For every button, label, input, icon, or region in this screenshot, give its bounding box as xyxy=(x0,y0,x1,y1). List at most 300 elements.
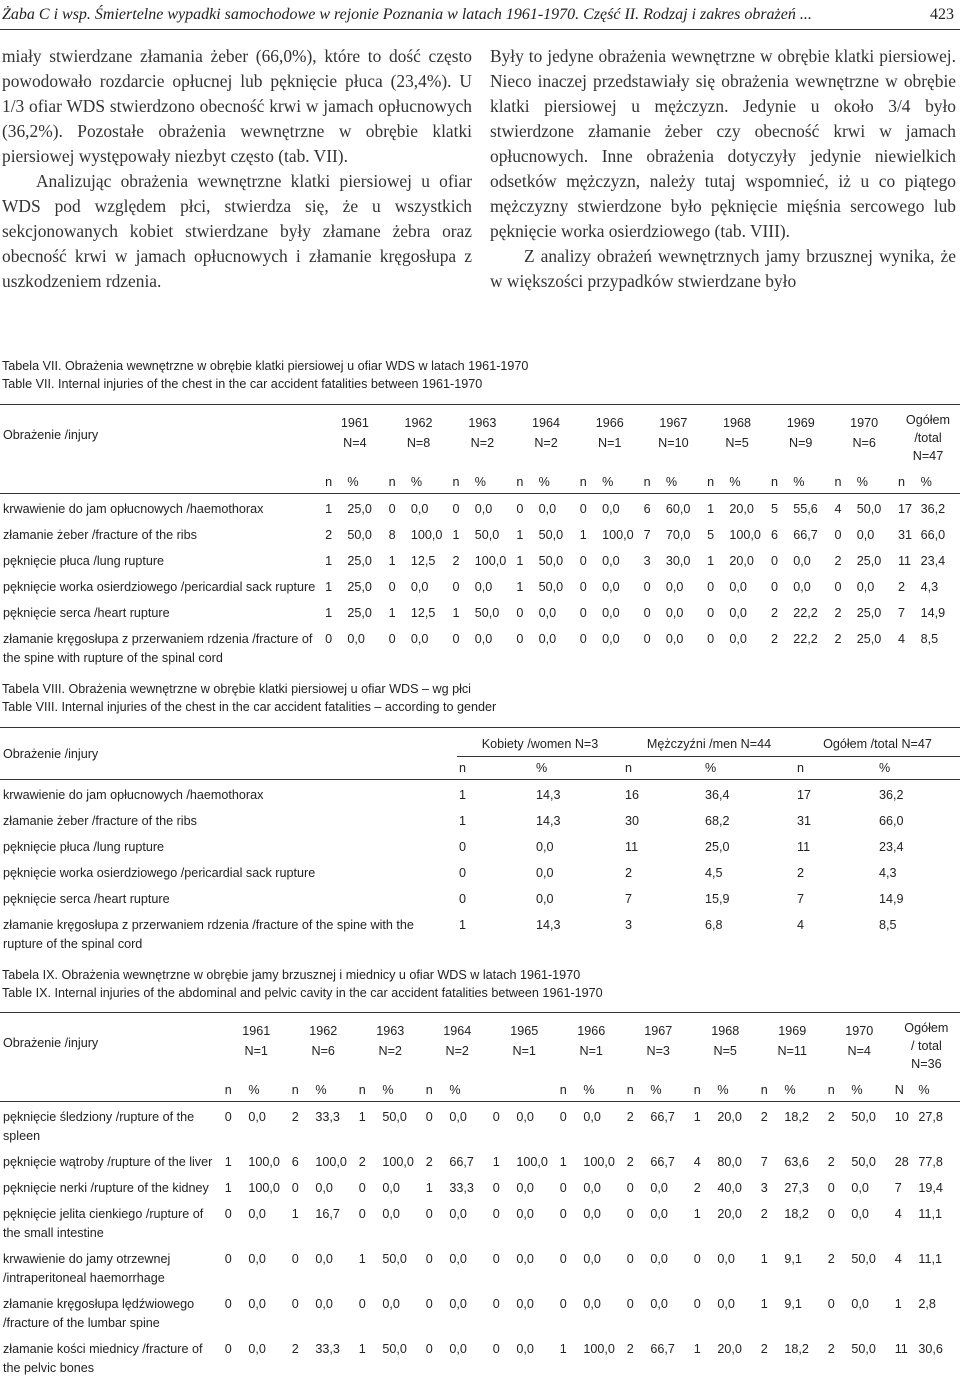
value-cell: 18,2 xyxy=(784,1110,809,1124)
value-cell: 0 xyxy=(579,554,587,568)
value-cell: 6,8 xyxy=(705,918,723,932)
value-cell: 40,0 xyxy=(717,1181,742,1195)
value-cell: 0 xyxy=(224,1207,232,1221)
value-cell: 0 xyxy=(516,632,524,646)
row-label: pęknięcie płuca /lung rupture xyxy=(3,554,165,568)
value-cell: 0,0 xyxy=(248,1252,266,1266)
value-cell: 1 xyxy=(559,1155,567,1169)
value-cell: 2 xyxy=(291,1342,299,1356)
value-cell: 0 xyxy=(425,1297,433,1311)
subheader-cell: % xyxy=(727,465,769,494)
year-count: N=1 xyxy=(244,1044,268,1058)
value-cell: 0,0 xyxy=(729,606,747,620)
year-header xyxy=(705,405,769,465)
value-cell: 0,0 xyxy=(729,580,747,594)
running-header xyxy=(0,4,960,28)
value-cell: 11 xyxy=(625,840,639,854)
value-cell: 20,0 xyxy=(717,1342,742,1356)
year-label: 1968 xyxy=(711,1024,740,1038)
value-cell: 8,5 xyxy=(879,918,897,932)
value-cell: 0 xyxy=(358,1207,366,1221)
value-cell: 1 xyxy=(894,1297,902,1311)
subheader-cell: % xyxy=(473,465,515,494)
value-cell: 100,0 xyxy=(315,1155,347,1169)
value-cell: 14,9 xyxy=(879,892,904,906)
value-cell: 0 xyxy=(492,1207,500,1221)
subheader-cell: % xyxy=(380,1073,423,1102)
table-row xyxy=(0,626,960,671)
value-cell: 4 xyxy=(894,1252,902,1266)
subheader-cell: % xyxy=(791,465,832,494)
subheader-cell: N xyxy=(893,1073,917,1102)
year-label: 1962 xyxy=(404,416,433,430)
value-cell: 0 xyxy=(770,554,778,568)
table7-caption xyxy=(2,357,528,393)
value-cell: 0 xyxy=(325,632,333,646)
subheader-cell: n xyxy=(290,1073,314,1102)
value-cell: 0,0 xyxy=(583,1207,601,1221)
row-label: pęknięcie nerki /rupture of the kidney xyxy=(3,1181,209,1195)
value-cell: 7 xyxy=(643,528,651,542)
value-cell: 11,1 xyxy=(918,1252,942,1266)
year-header xyxy=(323,405,386,465)
year-label: 1964 xyxy=(532,416,561,430)
body-paragraph: Były to jedyne obrażenia wewnętrzne w obrębie klatki piersiowej. Nieco inaczej przedstawiały się obrażenia wewnętrzne w obrębie klatki piersiowej u mężczyzn. Jedynie u około 3/4 było stwierdzone złamanie żeber czy obecność krwi w jamach opłucnowych. Inne obrażenia dotyczyły jedynie niewielkich odsetków mężczyzn, należy tutaj wspomnieć, iż u co piątego mężczyzny stwierdzone było pęknięcie mięśnia sercowego lub pęknięcie worka osierdziowego (tab. VIII). xyxy=(490,46,956,241)
year-header xyxy=(642,405,705,465)
row-label: pęknięcie worka osierdziowego /pericardial sack rupture xyxy=(3,580,316,594)
value-cell: 33,3 xyxy=(315,1110,340,1124)
total-header-line: /total xyxy=(914,431,942,445)
value-cell: 28 xyxy=(894,1155,909,1169)
year-header xyxy=(558,1013,625,1073)
value-cell: 0 xyxy=(452,632,460,646)
year-label: 1969 xyxy=(786,416,815,430)
value-cell: 1 xyxy=(358,1342,366,1356)
group-header: Kobiety /women N=3 xyxy=(457,728,623,757)
year-label: 1966 xyxy=(595,416,624,430)
row-label: złamanie żeber /fracture of the ribs xyxy=(3,814,197,828)
value-cell: 2 xyxy=(626,1342,634,1356)
year-count: N=2 xyxy=(534,436,558,450)
subheader-cell: % xyxy=(581,1073,624,1102)
value-cell: 0,0 xyxy=(793,580,811,594)
value-cell: 12,5 xyxy=(410,554,436,568)
value-cell: 50,0 xyxy=(474,606,500,620)
value-cell: 0,0 xyxy=(536,866,554,880)
value-cell: 0 xyxy=(459,892,467,906)
value-cell: 0 xyxy=(559,1297,567,1311)
value-cell: 4 xyxy=(834,502,842,516)
year-label: 1968 xyxy=(723,416,752,430)
page-number: 423 xyxy=(930,6,954,23)
value-cell: 0 xyxy=(626,1297,634,1311)
value-cell: 16,7 xyxy=(315,1207,340,1221)
value-cell: 7 xyxy=(894,1181,902,1195)
value-cell: 66,0 xyxy=(920,528,946,542)
value-cell: 0,0 xyxy=(856,528,875,542)
value-cell: 25,0 xyxy=(347,502,372,516)
value-cell: 0,0 xyxy=(717,1297,735,1311)
subheader-cell: n xyxy=(759,1073,783,1102)
table-row xyxy=(0,574,960,600)
value-cell: 5 xyxy=(707,528,715,542)
subheader-cell: % xyxy=(409,465,451,494)
year-header xyxy=(424,1013,491,1073)
value-cell: 0 xyxy=(492,1342,500,1356)
year-label: 1961 xyxy=(340,416,369,430)
blank-cell xyxy=(0,1073,223,1102)
value-cell: 0 xyxy=(224,1252,232,1266)
subheader-cell: n xyxy=(705,465,727,494)
value-cell: 0 xyxy=(291,1297,299,1311)
value-cell: 0,0 xyxy=(602,632,620,646)
value-cell: 1 xyxy=(579,528,587,542)
value-cell: 11 xyxy=(894,1342,908,1356)
table-row xyxy=(0,1175,960,1201)
value-cell: 0,0 xyxy=(583,1110,601,1124)
body-paragraph: miały stwierdzane złamania żeber (66,0%), które to dość często powodowało rozdarcie opłucnej lub pęknięcie płuca (23,4%). U 1/3 ofiar WDS stwierdzono obecność krwi w jamach opłucnowych (36,2%). Pozostałe obrażenia wewnętrzne w obrębie klatki piersiowej występowały niezbyt często (tab. VII). xyxy=(2,46,472,166)
value-cell: 0 xyxy=(559,1181,567,1195)
value-cell: 0,0 xyxy=(536,892,554,906)
value-cell: 0 xyxy=(224,1342,232,1356)
value-cell: 0,0 xyxy=(602,606,620,620)
subheader-cell: % xyxy=(664,465,705,494)
value-cell: 0 xyxy=(291,1252,299,1266)
value-cell: 1 xyxy=(760,1252,768,1266)
value-cell: 5 xyxy=(770,502,778,516)
value-cell: 0 xyxy=(579,502,587,516)
row-label: pęknięcie serca /heart rupture xyxy=(3,606,170,620)
value-cell: 0,0 xyxy=(516,1297,534,1311)
subheader-cell: n xyxy=(457,757,534,780)
table-row xyxy=(0,780,960,809)
table-row xyxy=(0,494,960,523)
value-cell: 0,0 xyxy=(248,1207,266,1221)
value-cell: 0,0 xyxy=(449,1207,467,1221)
value-cell: 0,0 xyxy=(717,1252,735,1266)
value-cell: 1 xyxy=(459,918,467,932)
value-cell: 17 xyxy=(797,788,812,802)
value-cell: 0,0 xyxy=(382,1181,400,1195)
row-header-cell: Obrażenie /injury xyxy=(0,728,457,780)
value-cell: 50,0 xyxy=(538,528,564,542)
value-cell: 1 xyxy=(325,554,333,568)
subheader-cell: n xyxy=(896,465,919,494)
year-header xyxy=(357,1013,424,1073)
table-row xyxy=(0,548,960,574)
value-cell: 25,0 xyxy=(347,580,372,594)
subheader-cell: % xyxy=(703,757,795,780)
value-cell: 15,9 xyxy=(705,892,730,906)
subheader-cell: n xyxy=(450,465,472,494)
value-cell: 0 xyxy=(827,1207,835,1221)
value-cell: 0 xyxy=(492,1110,500,1124)
group-header: Mężczyźni /men N=44 xyxy=(623,728,795,757)
value-cell: 0 xyxy=(291,1181,299,1195)
year-header xyxy=(692,1013,759,1073)
value-cell: 66,7 xyxy=(650,1155,675,1169)
subheader-cell: n xyxy=(578,465,600,494)
header-rule xyxy=(0,29,960,30)
value-cell: 0,0 xyxy=(474,580,493,594)
subheader-cell: % xyxy=(313,1073,356,1102)
value-cell: 100,0 xyxy=(516,1155,548,1169)
subheader-cell: % xyxy=(537,465,578,494)
value-cell: 4 xyxy=(894,1207,902,1221)
value-cell: 0 xyxy=(452,580,460,594)
value-cell: 33,3 xyxy=(315,1342,340,1356)
subheader-cell: n xyxy=(223,1073,247,1102)
value-cell: 0,0 xyxy=(536,840,554,854)
year-header xyxy=(514,405,577,465)
subheader-cell xyxy=(514,1073,557,1102)
value-cell: 18,2 xyxy=(784,1342,809,1356)
value-cell: 0,0 xyxy=(315,1181,333,1195)
value-cell: 50,0 xyxy=(382,1110,407,1124)
subheader-cell: % xyxy=(916,1073,960,1102)
value-cell: 4,5 xyxy=(705,866,723,880)
row-label: złamanie kości miednicy /fracture of the pelvic bones xyxy=(3,1342,203,1375)
value-cell: 0 xyxy=(643,580,651,594)
value-cell: 0,0 xyxy=(449,1252,467,1266)
row-label: krwawienie do jam opłucnowych /haemothorax xyxy=(3,788,264,802)
value-cell: 1 xyxy=(693,1110,701,1124)
subheader-cell: n xyxy=(424,1073,448,1102)
value-cell: 1 xyxy=(559,1342,567,1356)
value-cell: 2 xyxy=(693,1181,701,1195)
value-cell: 0,0 xyxy=(248,1342,266,1356)
value-cell: 0,0 xyxy=(650,1181,668,1195)
value-cell: 0,0 xyxy=(538,632,557,646)
row-header-cell: Obrażenie /injury xyxy=(3,428,99,442)
table9-caption xyxy=(2,966,603,1002)
value-cell: 22,2 xyxy=(793,632,818,646)
value-cell: 100,0 xyxy=(382,1155,414,1169)
year-count: N=8 xyxy=(406,436,431,450)
value-cell: 7 xyxy=(797,892,805,906)
row-label: pęknięcie worka osierdziowego /pericardial sack rupture xyxy=(3,866,316,880)
value-cell: 1 xyxy=(707,502,715,516)
value-cell: 4,3 xyxy=(879,866,897,880)
value-cell: 0 xyxy=(459,840,467,854)
value-cell: 0 xyxy=(693,1297,701,1311)
value-cell: 0,0 xyxy=(315,1297,333,1311)
value-cell: 0 xyxy=(516,502,524,516)
row-label: pęknięcie serca /heart rupture xyxy=(3,892,170,906)
value-cell: 0,0 xyxy=(449,1342,467,1356)
subheader-cell: n xyxy=(795,757,877,780)
value-cell: 0,0 xyxy=(449,1110,467,1124)
value-cell: 0,0 xyxy=(474,632,493,646)
value-cell: 1 xyxy=(388,554,396,568)
value-cell: 66,7 xyxy=(650,1342,675,1356)
value-cell: 8 xyxy=(388,528,396,542)
value-cell: 0 xyxy=(707,632,715,646)
year-label: 1964 xyxy=(443,1024,472,1038)
value-cell: 0,0 xyxy=(538,606,557,620)
value-cell: 0 xyxy=(579,580,587,594)
subheader-cell: n xyxy=(387,465,409,494)
year-count: N=1 xyxy=(512,1044,536,1058)
value-cell: 100,0 xyxy=(583,1155,615,1169)
value-cell: 14,9 xyxy=(920,606,946,620)
value-cell: 6 xyxy=(770,528,778,542)
value-cell: 0,0 xyxy=(851,1181,869,1195)
value-cell: 25,0 xyxy=(856,606,882,620)
table-row xyxy=(0,1336,960,1381)
value-cell: 1 xyxy=(693,1342,701,1356)
value-cell: 0,0 xyxy=(650,1207,668,1221)
total-header-line: N=36 xyxy=(911,1057,942,1071)
subheader-cell: n xyxy=(769,465,791,494)
row-label: złamanie kręgosłupa z przerwaniem rdzenia /fracture of the spine with the rupture of the spinal cord xyxy=(3,918,414,951)
year-count: N=10 xyxy=(658,436,689,450)
value-cell: 7 xyxy=(760,1155,768,1169)
value-cell: 3 xyxy=(625,918,633,932)
value-cell: 0,0 xyxy=(516,1181,534,1195)
value-cell: 25,0 xyxy=(705,840,730,854)
value-cell: 0 xyxy=(834,580,842,594)
value-cell: 0 xyxy=(492,1181,500,1195)
value-cell: 1 xyxy=(516,580,524,594)
value-cell: 9,1 xyxy=(784,1252,802,1266)
table9-caption-pl: Tabela IX. Obrażenia wewnętrzne w obrębie jamy brzusznej i miednicy u ofiar WDS w latach 1961-1970 xyxy=(2,968,581,982)
subheader-cell: % xyxy=(648,1073,691,1102)
value-cell: 66,7 xyxy=(650,1110,675,1124)
total-header-line: N=47 xyxy=(912,449,944,463)
value-cell: 0,0 xyxy=(650,1252,668,1266)
value-cell: 25,0 xyxy=(856,554,882,568)
value-cell: 0 xyxy=(707,606,715,620)
year-label: 1966 xyxy=(577,1024,606,1038)
value-cell: 7 xyxy=(625,892,633,906)
value-cell: 1 xyxy=(224,1155,232,1169)
value-cell: 1 xyxy=(516,554,524,568)
year-count: N=3 xyxy=(646,1044,670,1058)
value-cell: 36,2 xyxy=(920,502,946,516)
value-cell: 2 xyxy=(827,1155,835,1169)
value-cell: 1 xyxy=(452,606,460,620)
year-label: 1963 xyxy=(468,416,497,430)
value-cell: 50,0 xyxy=(538,554,564,568)
value-cell: 23,4 xyxy=(920,554,946,568)
year-count: N=9 xyxy=(788,436,813,450)
table7 xyxy=(0,404,960,671)
value-cell: 0,0 xyxy=(382,1297,400,1311)
value-cell: 0 xyxy=(492,1297,500,1311)
value-cell: 0,0 xyxy=(516,1252,534,1266)
value-cell: 0 xyxy=(559,1207,567,1221)
value-cell: 0 xyxy=(559,1110,567,1124)
value-cell: 0 xyxy=(770,580,778,594)
year-label: 1961 xyxy=(242,1024,271,1038)
value-cell: 1 xyxy=(516,528,524,542)
table-row xyxy=(0,834,960,860)
value-cell: 50,0 xyxy=(538,580,564,594)
table-row xyxy=(0,1102,960,1150)
value-cell: 68,2 xyxy=(705,814,730,828)
year-label: 1963 xyxy=(376,1024,405,1038)
value-cell: 27,3 xyxy=(784,1181,809,1195)
value-cell: 0 xyxy=(707,580,715,594)
running-title: Żaba C i wsp. Śmiertelne wypadki samochodowe w rejonie Poznania w latach 1961-1970. Część II. Rodzaj i zakres obrażeń ... xyxy=(2,6,812,23)
value-cell: 0,0 xyxy=(382,1207,400,1221)
value-cell: 2 xyxy=(797,866,805,880)
value-cell: 0,0 xyxy=(474,502,493,516)
value-cell: 0,0 xyxy=(516,1207,534,1221)
value-cell: 1 xyxy=(358,1252,366,1266)
value-cell: 1 xyxy=(492,1155,500,1169)
table-row xyxy=(0,912,960,957)
value-cell: 19,4 xyxy=(918,1181,943,1195)
year-header xyxy=(450,405,514,465)
value-cell: 80,0 xyxy=(717,1155,742,1169)
value-cell: 14,3 xyxy=(536,788,561,802)
body-paragraph: Analizując obrażenia wewnętrzne klatki piersiowej u ofiar WDS pod względem płci, stwierdza się, że u wszystkich sekcjonowanych kobiet stwierdzane były złamane żebra oraz obecność krwi w jamach opłucnowych i złamanie kręgosłupa z uszkodzeniem rdzenia. xyxy=(2,171,472,291)
subheader-cell: n xyxy=(514,465,536,494)
value-cell: 11 xyxy=(897,554,912,568)
value-cell: 0,0 xyxy=(793,554,811,568)
subheader-cell: n xyxy=(625,1073,649,1102)
value-cell: 0,0 xyxy=(347,632,365,646)
value-cell: 0,0 xyxy=(583,1181,601,1195)
year-header xyxy=(625,1013,692,1073)
value-cell: 66,0 xyxy=(879,814,904,828)
value-cell: 30 xyxy=(625,814,640,828)
subheader-cell: % xyxy=(345,465,386,494)
value-cell: 20,0 xyxy=(729,502,754,516)
value-cell: 0,0 xyxy=(856,580,875,594)
value-cell: 0 xyxy=(425,1207,433,1221)
value-cell: 31 xyxy=(897,528,912,542)
table8-caption-en: Table VIII. Internal injuries of the chest in the car accident fatalities – according to gender xyxy=(2,700,497,714)
value-cell: 70,0 xyxy=(665,528,691,542)
year-count: N=4 xyxy=(847,1044,871,1058)
year-header xyxy=(578,405,642,465)
year-count: N=2 xyxy=(470,436,495,450)
value-cell: 0 xyxy=(827,1297,835,1311)
subheader-cell: n xyxy=(642,465,664,494)
year-count: N=2 xyxy=(445,1044,469,1058)
value-cell: 50,0 xyxy=(851,1155,876,1169)
value-cell: 0,0 xyxy=(851,1207,869,1221)
value-cell: 4,3 xyxy=(920,580,939,594)
table-row xyxy=(0,1149,960,1175)
table-row xyxy=(0,1246,960,1291)
value-cell: 1 xyxy=(325,502,333,516)
value-cell: 25,0 xyxy=(856,632,882,646)
value-cell: 2 xyxy=(827,1342,835,1356)
value-cell: 0,0 xyxy=(729,632,747,646)
value-cell: 0 xyxy=(224,1297,232,1311)
table-row xyxy=(0,1201,960,1246)
total-header-line: Ogółem xyxy=(904,1021,949,1035)
value-cell: 0,0 xyxy=(650,1297,668,1311)
value-cell: 0 xyxy=(579,632,587,646)
total-header-line: / total xyxy=(910,1039,942,1053)
value-cell: 7 xyxy=(897,606,905,620)
value-cell: 8,5 xyxy=(920,632,939,646)
row-label: pęknięcie śledziony /rupture of the spleen xyxy=(3,1110,195,1143)
value-cell: 0,0 xyxy=(583,1297,601,1311)
value-cell: 0,0 xyxy=(602,502,620,516)
table7-caption-en: Table VII. Internal injuries of the chest in the car accident fatalities between 1961-1970 xyxy=(2,377,483,391)
value-cell: 1 xyxy=(388,606,396,620)
row-label: krwawienie do jam opłucnowych /haemothorax xyxy=(3,502,264,516)
subheader-cell xyxy=(491,1073,515,1102)
value-cell: 0,0 xyxy=(602,580,620,594)
total-header xyxy=(893,1013,960,1073)
